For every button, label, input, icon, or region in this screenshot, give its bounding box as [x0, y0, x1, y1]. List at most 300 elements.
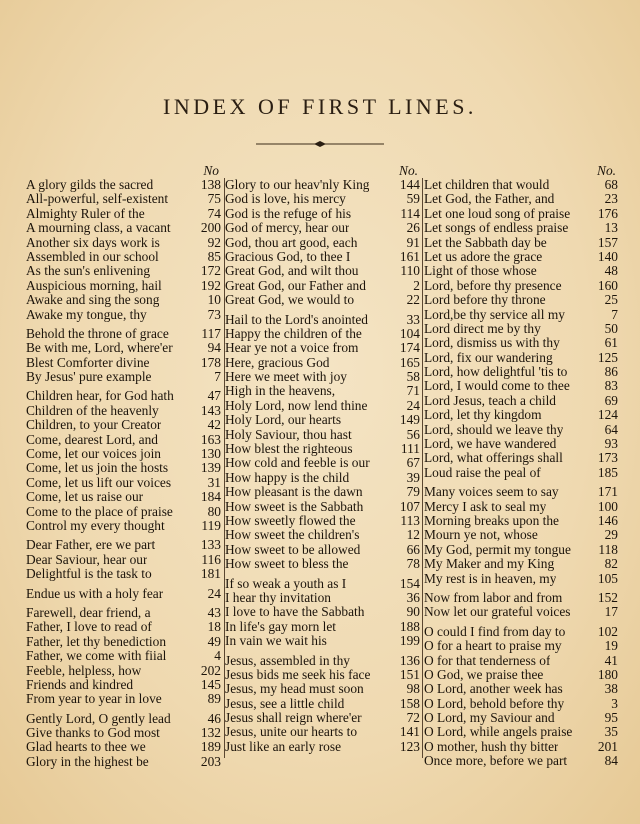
first-line-text: Lord,be thy service all my [424, 307, 565, 322]
first-line-text: O God, we praise thee [424, 667, 544, 682]
index-entry [225, 668, 420, 682]
first-line-text: Father, I love to read of [26, 620, 152, 635]
hymn-number: 18 [207, 619, 221, 635]
index-entry [424, 250, 618, 264]
first-line-text: Father, we come with fiial [26, 649, 167, 664]
index-entry [26, 649, 221, 663]
first-line-text: Once more, before we part [424, 754, 568, 769]
hymn-number: 136 [399, 652, 420, 668]
index-entry [225, 293, 420, 307]
first-line-text: Friends and kindred [26, 677, 134, 692]
first-line-text: Holy Lord, now lend thine [225, 398, 368, 413]
index-entry [424, 654, 618, 668]
first-line-text: My God, permit my tongue [424, 542, 571, 557]
index-entry [26, 293, 221, 307]
first-line-text: Awake and sing the song [26, 293, 160, 308]
index-entry [225, 620, 420, 634]
index-entry [424, 221, 618, 235]
index-entry [424, 365, 618, 379]
hymn-number: 192 [200, 277, 221, 293]
number-header: No. [399, 163, 418, 178]
first-line-text: Farewell, dear friend, a [26, 605, 151, 620]
index-entry [424, 668, 618, 682]
index-entry [26, 538, 221, 552]
hymn-number: 111 [400, 441, 420, 457]
hymn-number: 130 [200, 446, 221, 462]
index-entry [424, 437, 618, 451]
first-line-text: Loud raise the peal of [424, 465, 541, 480]
hymn-number: 56 [406, 426, 420, 442]
index-entry [424, 557, 618, 571]
index-entry [225, 557, 420, 571]
first-line-text: Let children that would [424, 178, 550, 192]
first-line-text: O Lord, my Saviour and [424, 711, 555, 726]
index-entry [424, 322, 618, 336]
hymn-number: 188 [399, 618, 420, 634]
first-line-text: High in the heavens, [225, 384, 336, 399]
hymn-number: 185 [597, 464, 618, 480]
hymn-number: 176 [597, 205, 618, 221]
index-entry [26, 620, 221, 634]
first-line-text: Another six days work is [26, 235, 160, 250]
hymn-number: 174 [399, 340, 420, 356]
hymn-number: 144 [399, 177, 420, 192]
index-entry [26, 308, 221, 322]
first-line-text: Awake my tongue, thy [26, 307, 147, 322]
first-line-text: Children of the heavenly [26, 403, 159, 418]
first-line-text: Come, let us lift our voices [26, 475, 172, 490]
hymn-number: 90 [406, 604, 420, 620]
hymn-number: 24 [406, 397, 420, 413]
first-line-text: O mother, hush thy bitter [424, 739, 559, 754]
hymn-number: 199 [399, 633, 420, 649]
hymn-number: 151 [399, 666, 420, 682]
first-line-text: How sweet to bless the [225, 557, 349, 572]
index-entry [424, 500, 618, 514]
index-entry [424, 725, 618, 739]
first-line-text: Let us adore the grace [424, 249, 543, 264]
hymn-number: 25 [604, 292, 618, 308]
first-line-text: Just like an early rose [225, 739, 342, 754]
hymn-number: 48 [604, 263, 618, 279]
index-entry [225, 682, 420, 696]
first-line-text: Jesus shall reign where'er [225, 711, 362, 726]
index-entry [26, 476, 221, 490]
index-entry [424, 528, 618, 542]
hymn-number: 114 [400, 205, 420, 221]
hymn-number: 105 [597, 570, 618, 586]
hymn-number: 117 [201, 325, 221, 341]
first-line-text: Let one loud song of praise [424, 206, 571, 221]
index-entry [424, 394, 618, 408]
hymn-number: 61 [604, 335, 618, 351]
first-line-text: Happy the children of the [225, 326, 362, 341]
index-entry [26, 250, 221, 264]
index-entry [225, 725, 420, 739]
index-entry [225, 178, 420, 192]
index-entry [424, 236, 618, 250]
first-line-text: Hear ye not a voice from [225, 341, 359, 356]
first-line-text: Lord, what offerings shall [424, 451, 563, 466]
first-line-text: Gently Lord, O gently lead [26, 711, 171, 726]
index-entry [225, 654, 420, 668]
index-entry [26, 236, 221, 250]
first-line-text: Dear Saviour, hear our [26, 552, 148, 567]
first-line-text: Come, dearest Lord, and [26, 432, 159, 447]
hymn-number: 104 [399, 325, 420, 341]
hymn-number: 78 [406, 556, 420, 572]
hymn-number: 41 [604, 652, 618, 668]
first-line-text: O for a heart to praise my [424, 639, 562, 654]
index-entry [225, 279, 420, 293]
hymn-number: 12 [406, 527, 420, 543]
hymn-number: 94 [207, 340, 221, 356]
column-divider-2 [422, 178, 423, 758]
hymn-number: 84 [604, 753, 618, 769]
hymn-number: 173 [597, 450, 618, 466]
first-line-text: Holy Saviour, thou hast [225, 427, 352, 442]
index-entry [225, 341, 420, 355]
hymn-number: 26 [406, 220, 420, 236]
hymn-number: 107 [399, 498, 420, 514]
first-line-text: How blest the righteous [225, 442, 353, 457]
hymn-number: 64 [604, 421, 618, 437]
hymn-number: 119 [201, 517, 221, 533]
index-entry [225, 605, 420, 619]
hymn-number: 39 [406, 469, 420, 485]
hymn-number: 71 [406, 383, 420, 399]
hymn-number: 47 [207, 388, 221, 404]
number-header: No [203, 163, 219, 178]
hymn-number: 69 [604, 392, 618, 408]
first-line-text: Children, to your Creator [26, 418, 162, 433]
index-entry [424, 408, 618, 422]
index-entry [225, 456, 420, 470]
hymn-number: 132 [200, 725, 221, 741]
first-line-text: Gracious God, to thee I [225, 249, 351, 264]
hymn-number: 43 [207, 604, 221, 620]
first-line-text: Let songs of endless praise [424, 221, 569, 236]
hymn-number: 163 [200, 431, 221, 447]
index-entry [26, 356, 221, 370]
hymn-number: 24 [207, 585, 221, 601]
index-entry [225, 370, 420, 384]
hymn-number: 85 [207, 248, 221, 264]
first-line-text: Lord, let thy kingdom [424, 408, 542, 423]
index-entry [225, 740, 420, 754]
first-line-text: O Lord, another week has [424, 682, 563, 697]
first-line-text: God is love, his mercy [225, 192, 346, 207]
index-entry [26, 327, 221, 341]
index-entry [26, 279, 221, 293]
hymn-number: 66 [406, 541, 420, 557]
first-line-text: Holy Lord, our hearts [225, 413, 342, 428]
index-entry [26, 404, 221, 418]
first-line-text: Glad hearts to thee we [26, 740, 146, 755]
hymn-number: 91 [406, 234, 420, 250]
first-line-text: Jesus bids me seek his face [225, 667, 371, 682]
index-entry [225, 236, 420, 250]
index-entry [225, 413, 420, 427]
index-entry [225, 591, 420, 605]
first-line-text: How happy is the child [225, 470, 350, 485]
index-entry [26, 490, 221, 504]
index-entry [26, 755, 221, 769]
first-line-text: How sweet the children's [225, 528, 360, 543]
hymn-number: 23 [604, 191, 618, 207]
hymn-number: 75 [207, 191, 221, 207]
index-entry [26, 264, 221, 278]
first-line-text: Let the Sabbath day be [424, 235, 547, 250]
first-line-text: Come, let us raise our [26, 490, 144, 505]
first-line-text: Glory to our heav'nly King [225, 178, 370, 192]
first-line-text: Be with me, Lord, where'er [26, 341, 173, 356]
first-line-text: If so weak a youth as I [225, 576, 347, 591]
hymn-number: 171 [597, 484, 618, 500]
hymn-number: 36 [406, 589, 420, 605]
first-line-text: How cold and feeble is our [225, 456, 370, 471]
first-line-text: Lord, before thy presence [424, 278, 562, 293]
hymn-number: 58 [406, 369, 420, 385]
first-line-text: Let God, the Father, and [424, 192, 555, 207]
first-line-text: Come, let us join the hosts [26, 461, 169, 476]
first-line-text: Great God, we would to [225, 293, 355, 308]
index-entry [26, 712, 221, 726]
hymn-number: 50 [604, 320, 618, 336]
hymn-number: 149 [399, 412, 420, 428]
first-line-text: O Lord, while angels praise [424, 725, 573, 740]
index-entry [26, 447, 221, 461]
index-entry [225, 577, 420, 591]
index-entry [424, 279, 618, 293]
hymn-number: 140 [597, 248, 618, 264]
index-entry [424, 543, 618, 557]
hymn-number: 158 [399, 695, 420, 711]
first-line-text: Glory in the highest be [26, 754, 149, 769]
hymn-number: 13 [604, 220, 618, 236]
first-line-text: In life's gay morn let [225, 619, 336, 634]
hymn-number: 181 [200, 566, 221, 582]
hymn-number: 67 [406, 455, 420, 471]
hymn-number: 203 [200, 753, 221, 769]
first-line-text: Lord, should we leave thy [424, 422, 564, 437]
index-entry [424, 207, 618, 221]
index-entry [424, 451, 618, 465]
index-entry [424, 466, 618, 480]
hymn-number: 145 [200, 676, 221, 692]
page-title: INDEX OF FIRST LINES. [163, 94, 477, 119]
first-line-text: Lord, I would come to thee [424, 379, 570, 394]
hymn-number: 95 [604, 710, 618, 726]
index-entry [424, 591, 618, 605]
index-entry [424, 264, 618, 278]
index-entry [424, 625, 618, 639]
index-entry [26, 418, 221, 432]
first-line-text: Lord before thy throne [424, 293, 546, 308]
index-entry [424, 754, 618, 768]
first-line-text: How sweetly flowed the [225, 513, 356, 528]
first-line-text: Lord, fix our wandering [424, 350, 553, 365]
index-entry [424, 740, 618, 754]
first-line-text: Behold the throne of grace [26, 326, 169, 341]
first-line-text: How pleasant is the dawn [225, 485, 363, 500]
index-entry [225, 442, 420, 456]
first-line-text: Great God, and wilt thou [225, 264, 359, 279]
hymn-number: 68 [604, 177, 618, 192]
hymn-number: 33 [406, 311, 420, 327]
index-entry [225, 192, 420, 206]
index-entry [424, 639, 618, 653]
index-entry [26, 740, 221, 754]
hymn-number: 29 [604, 527, 618, 543]
first-line-text: Father, let thy benediction [26, 634, 167, 649]
index-entry [424, 192, 618, 206]
hymn-number: 93 [604, 436, 618, 452]
hymn-number: 152 [597, 589, 618, 605]
index-entry [424, 697, 618, 711]
hymn-number: 141 [399, 724, 420, 740]
hymn-number: 139 [200, 460, 221, 476]
hymn-number: 59 [406, 191, 420, 207]
index-entry [26, 678, 221, 692]
index-entry [225, 384, 420, 398]
number-header: No. [597, 163, 616, 178]
first-line-text: O Lord, behold before thy [424, 696, 565, 711]
hymn-number: 161 [399, 248, 420, 264]
first-line-text: Jesus, unite our hearts to [225, 725, 358, 740]
first-line-text: My Maker and my King [424, 557, 555, 572]
hymn-number: 123 [399, 738, 420, 754]
hymn-number: 19 [604, 638, 618, 654]
index-entry [225, 327, 420, 341]
index-entry [225, 250, 420, 264]
first-line-text: Here we meet with joy [225, 370, 347, 385]
hymn-number: 7 [611, 306, 618, 322]
index-entry [26, 178, 221, 192]
first-line-text: Hail to the Lord's anointed [225, 312, 368, 327]
index-entry [424, 308, 618, 322]
index-entry [26, 433, 221, 447]
ornament-rule [256, 141, 384, 147]
first-line-text: Here, gracious God [225, 355, 330, 370]
hymn-number: 172 [200, 263, 221, 279]
hymn-number: 184 [200, 489, 221, 505]
index-column-2 [225, 163, 420, 754]
index-entry [424, 351, 618, 365]
hymn-number: 138 [200, 177, 221, 192]
index-entry [26, 207, 221, 221]
first-line-text: Delightful is the task to [26, 567, 152, 582]
hymn-number: 102 [597, 623, 618, 639]
first-line-text: My rest is in heaven, my [424, 571, 557, 586]
first-line-text: By Jesus' pure example [26, 370, 152, 385]
hymn-number: 82 [604, 556, 618, 572]
index-entry [424, 178, 618, 192]
first-line-text: Give thanks to God most [26, 726, 160, 741]
index-entry [225, 528, 420, 542]
index-entry [424, 423, 618, 437]
hymn-number: 22 [406, 292, 420, 308]
index-entry [26, 587, 221, 601]
hymn-number: 165 [399, 354, 420, 370]
first-line-text: Mercy I ask to seal my [424, 499, 547, 514]
first-line-text: All-powerful, self-existent [26, 192, 169, 207]
first-line-text: Light of those whose [424, 264, 537, 279]
index-entry [225, 471, 420, 485]
hymn-number: 17 [604, 604, 618, 620]
first-line-text: Great God, our Father and [225, 278, 366, 293]
hymn-number: 124 [597, 407, 618, 423]
index-entry [26, 664, 221, 678]
index-entry [225, 485, 420, 499]
hymn-number: 79 [406, 484, 420, 500]
hymn-number: 125 [597, 349, 618, 365]
index-entry [26, 567, 221, 581]
first-line-text: I love to have the Sabbath [225, 605, 365, 620]
first-line-text: God, thou art good, each [225, 235, 358, 250]
index-entry [26, 221, 221, 235]
hymn-number: 202 [200, 662, 221, 678]
first-line-text: As the sun's enlivening [26, 264, 151, 279]
index-entry [26, 635, 221, 649]
index-entry [225, 264, 420, 278]
first-line-text: Control my every thought [26, 518, 165, 533]
first-line-text: Come, let our voices join [26, 447, 161, 462]
first-line-text: Lord Jesus, teach a child [424, 393, 557, 408]
hymn-number: 89 [207, 691, 221, 707]
first-line-text: How sweet is the Sabbath [225, 499, 364, 514]
first-line-text: Come to the place of praise [26, 504, 173, 519]
index-entry [225, 313, 420, 327]
first-line-text: Lord, how delightful 'tis to [424, 365, 568, 380]
first-line-text: Jesus, see a little child [225, 696, 345, 711]
first-line-text: Endue us with a holy fear [26, 586, 164, 601]
index-entry [225, 711, 420, 725]
first-line-text: Lord direct me by thy [424, 321, 541, 336]
first-line-text: Jesus, my head must soon [225, 682, 364, 697]
hymn-number: 35 [604, 724, 618, 740]
index-entry [225, 697, 420, 711]
index-entry [26, 606, 221, 620]
first-line-text: A mourning class, a vacant [26, 221, 171, 236]
first-line-text: In vain we wait his [225, 634, 327, 649]
first-line-text: Mourn ye not, whose [424, 528, 538, 543]
index-entry [424, 293, 618, 307]
index-entry [26, 341, 221, 355]
index-entry [26, 726, 221, 740]
hymn-number: 200 [200, 220, 221, 236]
first-line-text: O could I find from day to [424, 624, 566, 639]
hymn-number: 143 [200, 402, 221, 418]
hymn-number: 10 [207, 292, 221, 308]
index-entry [225, 634, 420, 648]
index-entry [424, 485, 618, 499]
hymn-number: 133 [200, 537, 221, 553]
index-entry [424, 711, 618, 725]
hymn-number: 178 [200, 354, 221, 370]
hymn-number: 116 [201, 551, 221, 567]
index-entry [26, 389, 221, 403]
hymn-number: 74 [207, 205, 221, 221]
hymn-number: 31 [207, 474, 221, 490]
index-entry [424, 605, 618, 619]
hymn-number: 80 [207, 503, 221, 519]
index-entry [424, 336, 618, 350]
first-line-text: Assembled in our school [26, 249, 159, 264]
hymn-number: 180 [597, 666, 618, 682]
hymn-number: 83 [604, 378, 618, 394]
hymn-number: 189 [200, 739, 221, 755]
